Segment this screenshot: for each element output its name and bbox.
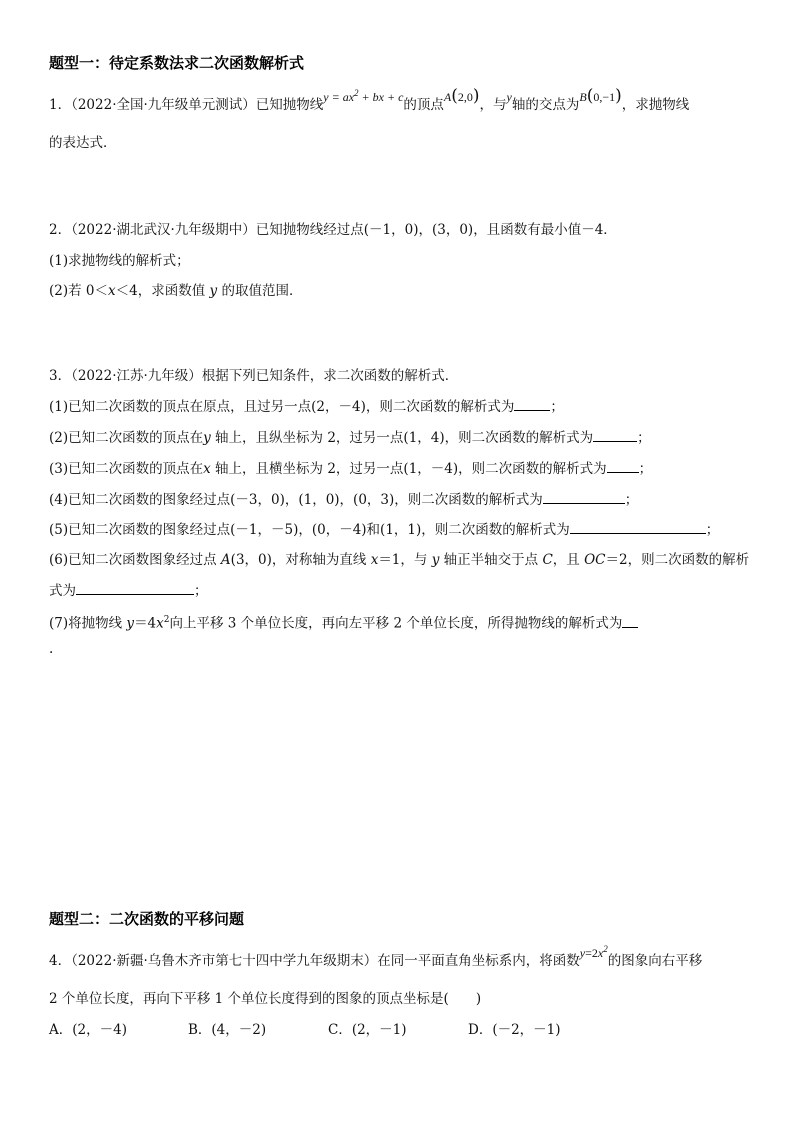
q1-point-b: B(0,−1)	[579, 86, 622, 106]
question-1-line-1: 1．（2022·全国·九年级单元测试）已知抛物线$y = ax^2$ + bx + c的顶点A(2,0)，与y轴的交点为B(0,−1)，求抛物线	[49, 86, 690, 113]
answer-blank-4[interactable]	[543, 490, 625, 504]
question-3-part-1: (1)已知二次函数的顶点在原点，且过另一点(2，－4)，则二次函数的解析式为 ；	[49, 399, 564, 415]
question-3-part-6: (6)已知二次函数图象经过点 A(3，0)，对称轴为直线 x＝1，与 y 轴正半轴交于点 C，且 OC＝2，则二次函数的解析	[49, 552, 750, 568]
option-b[interactable]: B．(4，－2)	[188, 1022, 267, 1038]
question-4-line-1: 4．（2022·新疆·乌鲁木齐市第七十四中学九年级期末）在同一平面直角坐标系内，将函数$y=2x^2$的图象向右平移	[49, 944, 703, 969]
answer-blank-6[interactable]	[76, 581, 194, 595]
q1-source: （2022·全国·九年级单元测试）已知抛物线	[71, 97, 324, 113]
q4-formula: $y=2x^2$	[579, 944, 608, 960]
question-3-intro: 3．（2022·江苏·九年级）根据下列已知条件，求二次函数的解析式．	[49, 368, 459, 384]
section-2-title: 题型二：二次函数的平移问题	[49, 910, 245, 928]
option-c[interactable]: C．(2，－1)	[328, 1022, 407, 1038]
question-3-part-7-line-2: .	[49, 641, 54, 657]
question-3-part-2: (2)已知二次函数的顶点在y 轴上，且纵坐标为 2，过另一点(1，4)，则二次函数的解析式为 ；	[49, 430, 651, 446]
question-3-part-6-line-2: 式为 ；	[49, 583, 208, 599]
section-1-title: 题型一：待定系数法求二次函数解析式	[49, 54, 305, 72]
q1-point-a: A(2,0)	[443, 86, 480, 106]
answer-blank-1[interactable]	[514, 397, 550, 411]
question-3-part-3: (3)已知二次函数的顶点在x 轴上，且横坐标为 2，过另一点(1，－4)，则二次函数的解析式为 ；	[49, 461, 653, 477]
question-4-line-2: 2 个单位长度，再向下平移 1 个单位长度得到的图象的顶点坐标是( )	[49, 991, 482, 1007]
question-1-line-2: 的表达式．	[49, 135, 117, 151]
answer-blank-7[interactable]	[622, 614, 638, 628]
q1-formula: $y = ax^2$ + bx + c	[323, 88, 404, 104]
question-3-part-5: (5)已知二次函数的图象经过点(－1，－5)，(0，－4)和(1，1)，则二次函数的解析式为 ；	[49, 522, 720, 538]
q1-number: 1．	[49, 97, 72, 113]
answer-blank-3[interactable]	[607, 459, 639, 473]
question-3-part-4: (4)已知二次函数的图象经过点(－3，0)，(1，0)，(0，3)，则二次函数的解析式为 ；	[49, 492, 639, 508]
option-d[interactable]: D．(－2，－1)	[468, 1022, 561, 1038]
question-2-part-1: (1)求抛物线的解析式；	[49, 253, 190, 269]
answer-blank-5[interactable]	[570, 520, 706, 534]
question-2-part-2: (2)若 0＜x＜4，求函数值 y 的取值范围．	[49, 283, 303, 299]
question-3-part-7: (7)将抛物线 $y=4x^2$向上平移 3 个单位长度，再向左平移 2 个单位长度，所得抛物线的解析式为	[49, 611, 638, 633]
question-2-line-1: 2．（2022·湖北武汉·九年级期中）已知抛物线经过点(－1，0)，(3，0)，且函数有最小值－4．	[49, 222, 617, 238]
option-a[interactable]: A．(2，－4)	[49, 1022, 127, 1038]
answer-blank-2[interactable]	[593, 428, 637, 442]
